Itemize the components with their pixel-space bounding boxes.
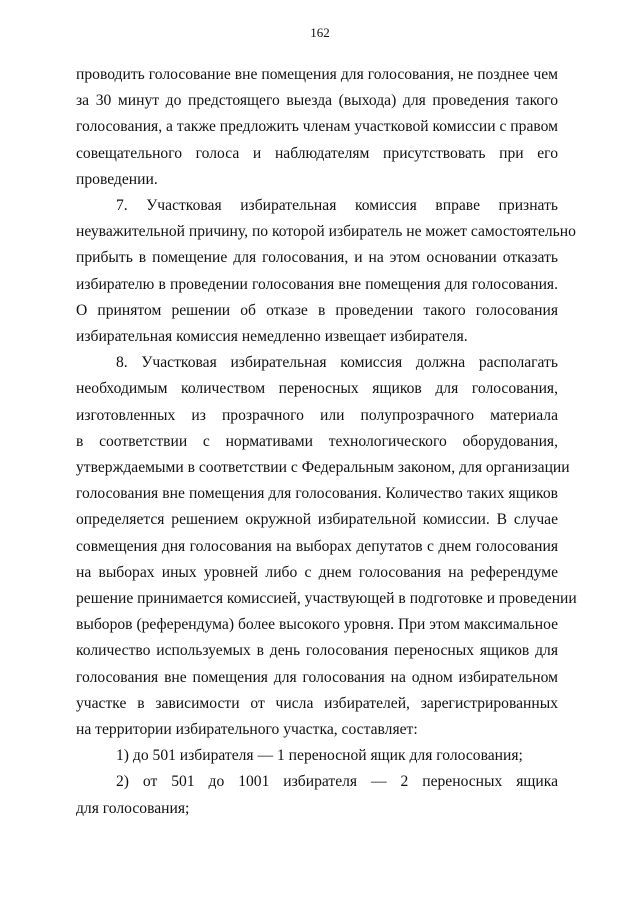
text-line: совещательного голоса и наблюдателям присутствовать при его <box>76 144 558 162</box>
page-number: 162 <box>310 25 330 40</box>
text-line: выборов (референдума) более высокого уровня. При этом максимальное <box>76 616 558 634</box>
text-line: 7. Участковая избирательная комиссия вправе признать <box>116 197 558 215</box>
text-line: О принятом решении об отказе в проведении такого голосования <box>76 301 558 319</box>
text-line: избирателю в проведении голосования вне помещения для голосования. <box>76 275 558 293</box>
text-line: голосования вне помещения для голосования. Количество таких ящиков <box>76 485 558 503</box>
text-line: совмещения дня голосования на выборах депутатов с днем голосования <box>76 537 558 555</box>
paragraph <box>76 62 558 193</box>
paragraph <box>76 350 577 743</box>
text-line: за 30 минут до предстоящего выезда (выхода) для проведения такого <box>76 92 558 110</box>
paragraph <box>76 743 558 769</box>
text-line: необходимым количеством переносных ящиков для голосования, <box>76 380 558 398</box>
text-line: определяется решением окружной избирательной комиссии. В случае <box>76 511 558 529</box>
paragraph <box>76 193 576 350</box>
text-line: 2) от 501 до 1001 избирателя — 2 переносных ящика <box>116 773 558 791</box>
text-line: участке в зависимости от числа избирателей, зарегистрированных <box>76 694 558 712</box>
text-line: неуважительной причину, по которой избиратель не может самостоятельно <box>76 223 576 241</box>
text-line: количество используемых в день голосования переносных ящиков для <box>76 642 558 660</box>
text-line: 8. Участковая избирательная комиссия должна располагать <box>116 354 558 372</box>
text-line: проводить голосование вне помещения для голосования, не позднее чем <box>76 66 558 83</box>
text-line: проведении. <box>76 170 158 188</box>
text-line: голосования, а также предложить членам участковой комиссии с правом <box>76 118 558 136</box>
paragraph <box>76 769 558 821</box>
text-line: решение принимается комиссией, участвующей в подготовке и проведении <box>76 590 577 608</box>
text-line: на выборах иных уровней либо с днем голосования на референдуме <box>76 563 558 581</box>
text-line: избирательная комиссия немедленно извещает избирателя. <box>76 328 468 346</box>
document-body <box>76 62 577 822</box>
text-line: изготовленных из прозрачного или полупрозрачного материала <box>76 406 558 424</box>
text-line: голосования вне помещения для голосования на одном избирательном <box>76 668 558 686</box>
text-line: 1) до 501 избирателя — 1 переносной ящик для голосования; <box>116 747 523 765</box>
text-line: на территории избирательного участка, составляет: <box>76 721 418 739</box>
text-line: для голосования; <box>76 799 190 817</box>
text-line: в соответствии с нормативами технологического оборудования, <box>76 432 558 450</box>
text-line: прибыть в помещение для голосования, и на этом основании отказать <box>76 249 558 267</box>
text-line: утверждаемыми в соответствии с Федеральным законом, для организации <box>76 459 570 477</box>
